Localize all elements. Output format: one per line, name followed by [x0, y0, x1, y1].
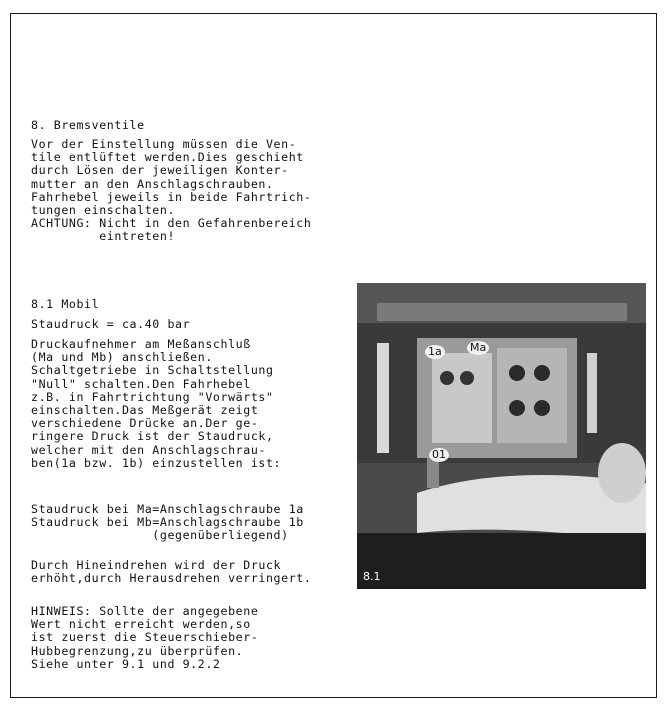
adjustment-note: Durch Hineindrehen wird der Druck erhöht,durch Herausdrehen verringert. — [31, 558, 312, 586]
figure-label: 8.1 — [363, 570, 381, 583]
section-8-1-procedure: Druckaufnehmer am Meßanschluß (Ma und Mb) anschließen. Schaltgetriebe in Schaltstellung "Null" schalten.Den Fahrhebel z.B. in Fahrtrichtung "Vorwärts" einschalten.Das Meßgerät zeigt verschiedene Drücke an.Der ge- ringere Druck ist der Staudruck, welcher mit den Anschlagschrau- ben(1a bzw. 1b) einzustellen ist: — [31, 337, 282, 470]
section-8-heading: 8. Bremsventile — [31, 118, 145, 132]
section-8-1-heading: 8.1 Mobil — [31, 297, 100, 311]
valve-photo-drawing — [357, 283, 646, 589]
callout-ma: Ma — [467, 341, 489, 355]
valve-photo — [357, 283, 646, 589]
hinweis-note: HINWEIS: Sollte der angegebene Wert nicht erreicht werden,so ist zuerst die Steuerschieber- Hubbegrenzung,zu überprüfen. Siehe unter 9.1 und 9.2.2 — [31, 604, 259, 671]
section-8-body: Vor der Einstellung müssen die Ven- tile entlüftet werden.Dies geschieht durch Lösen der jeweiligen Konter- mutter an den Anschlagschrauben. Fahrhebel jeweils in beide Fahrtrich- tungen einschalten. ACHTUNG: Nicht in den Gefahrenbereich eintreten! — [31, 137, 312, 244]
screw-assignments: Staudruck bei Ma=Anschlagschraube 1a Staudruck bei Mb=Anschlagschraube 1b (gegenüberliegend) — [31, 502, 304, 543]
callout-1a: 1a — [425, 345, 445, 359]
staudruck-value: Staudruck = ca.40 bar — [31, 317, 191, 331]
callout-01: 01 — [429, 448, 449, 462]
